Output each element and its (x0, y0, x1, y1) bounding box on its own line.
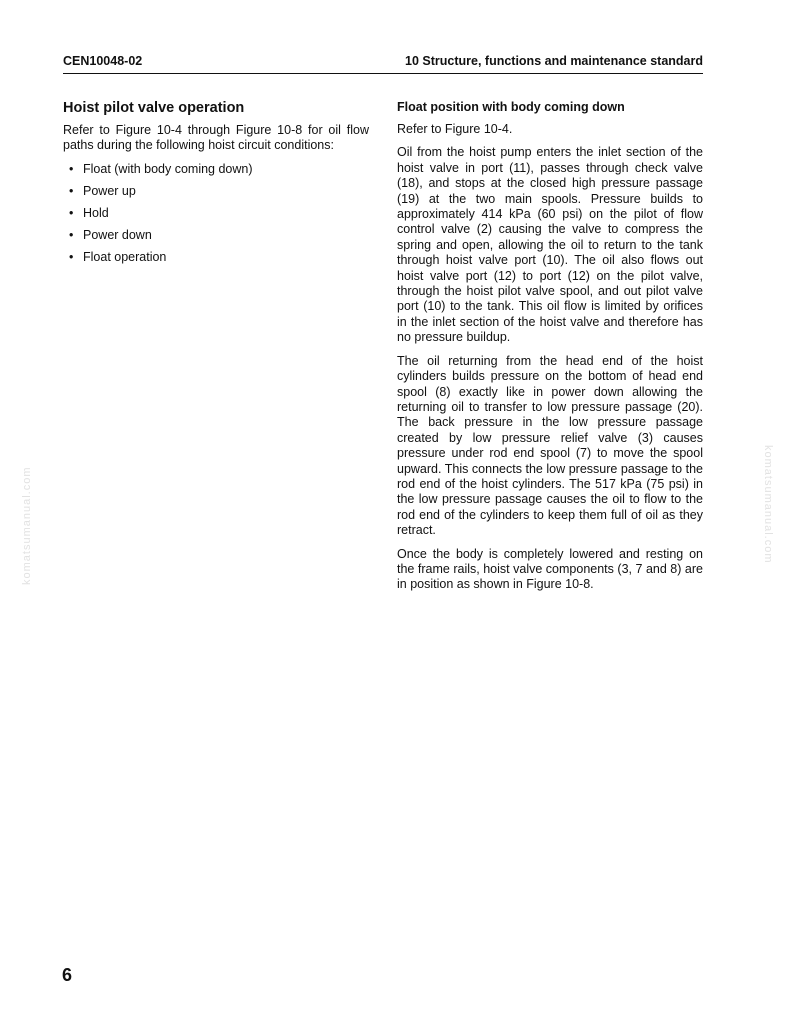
body-paragraph: The oil returning from the head end of the hoist cylinders builds pressure on the bottom of head end spool (8) exactly like in power down allowing the returning oil to transfer to low pressure passage (20). The back pressure in the low pressure passage created by low pressure relief valve (3) causes pressure under rod end spool (7) to move the spool upward. This connects the low pressure passage to the rod end of the hoist cylinders. The 517 kPa (75 psi) in the low pressure passage causes the oil to flow to the rod end of the cylinders to keep them full of oil as they retract. (397, 353, 703, 538)
bullet-icon: • (69, 161, 74, 176)
document-code: CEN10048-02 (63, 54, 143, 68)
watermark-left: komatsumanual.com (21, 466, 33, 585)
float-position-heading: Float position with body coming down (397, 100, 625, 114)
list-item-text: Power up (83, 183, 136, 198)
list-item (63, 162, 369, 177)
right-column (397, 99, 703, 601)
section-title: 10 Structure, functions and maintenance standard (405, 54, 703, 68)
list-item-text: Power down (83, 227, 152, 242)
list-item-text: Float operation (83, 249, 167, 264)
intro-paragraph: Refer to Figure 10-4 through Figure 10-8 for oil flow paths during the following hoist circuit conditions: (63, 123, 369, 153)
list-item (63, 228, 369, 243)
circuit-conditions-list (63, 162, 369, 265)
page-header (63, 51, 703, 74)
bullet-icon: • (69, 227, 74, 242)
bullet-icon: • (69, 205, 74, 220)
list-item (63, 250, 369, 265)
figure-reference: Refer to Figure 10-4. (397, 122, 513, 136)
body-paragraph: Oil from the hoist pump enters the inlet section of the hoist valve in port (11), passes through check valve (18), and stops at the closed high pressure passage (19) at the two main spools. Pressure builds to approximately 414 kPa (60 psi) on the pilot of flow control valve (2) causing the valve to compress the spring and open, allowing the oil to return to the tank through hoist valve port (10). The oil also flows out hoist valve port (12) to port (12) on the pilot valve, through the hoist pilot valve spool, and out pilot valve port (10) to the tank. This oil flow is limited by orifices in the inlet section of the hoist valve and therefore has no pressure buildup. (397, 145, 703, 345)
bullet-icon: • (69, 249, 74, 264)
hoist-pilot-valve-heading: Hoist pilot valve operation (63, 100, 245, 116)
list-item-text: Hold (83, 205, 109, 220)
list-item-text: Float (with body coming down) (83, 161, 253, 176)
list-item (63, 206, 369, 221)
page-number: 6 (62, 965, 73, 985)
list-item (63, 184, 369, 199)
bullet-icon: • (69, 183, 74, 198)
watermark-right: komatsumanual.com (762, 445, 774, 564)
body-paragraph: Once the body is completely lowered and resting on the frame rails, hoist valve components (3, 7 and 8) are in position as shown in Figure 10-8. (397, 546, 703, 592)
left-column (63, 99, 369, 272)
